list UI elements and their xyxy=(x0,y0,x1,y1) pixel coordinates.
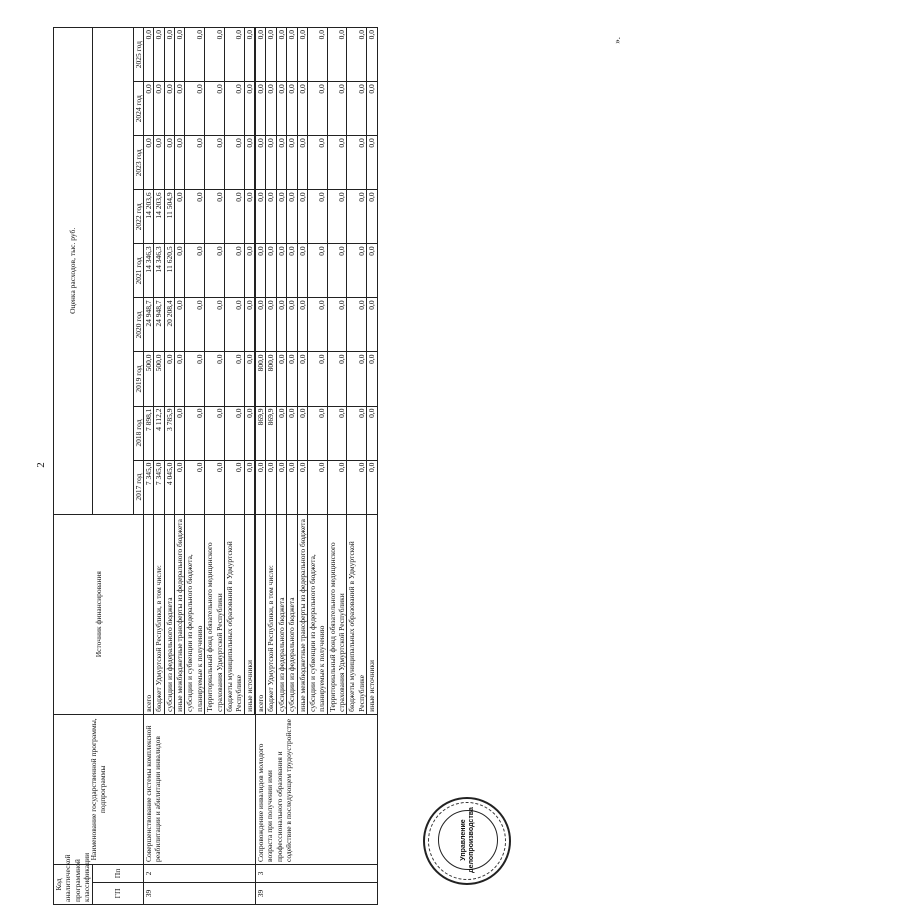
value-cell: 0,0 xyxy=(327,136,347,190)
value-cell: 0,0 xyxy=(297,28,307,82)
table-row xyxy=(143,28,153,905)
value-cell: 0,0 xyxy=(347,352,367,406)
pp-cell: 2 xyxy=(143,864,255,882)
rotated-page xyxy=(35,25,630,905)
value-cell: 0,0 xyxy=(297,460,307,514)
value-cell: 0,0 xyxy=(367,190,377,244)
value-cell: 0,0 xyxy=(205,352,225,406)
name-header: Наименование государственной программы, подпрограммы xyxy=(54,714,144,864)
header-row-top xyxy=(54,28,93,905)
pp-cell: 3 xyxy=(256,864,378,882)
value-cell: 0,0 xyxy=(276,244,286,298)
value-cell: 0,0 xyxy=(327,352,347,406)
value-cell: 0,0 xyxy=(266,82,276,136)
value-cell: 0,0 xyxy=(276,136,286,190)
source-cell: Территориальный фонд обязательного медицинского страхования Удмуртской Республики xyxy=(327,514,347,714)
value-cell: 0,0 xyxy=(244,28,254,82)
estimate-header: Оценка расходов, тыс. руб. xyxy=(54,28,93,515)
value-cell: 0,0 xyxy=(244,244,254,298)
value-cell: 800,0 xyxy=(256,352,266,406)
value-cell: 0,0 xyxy=(297,190,307,244)
value-cell: 0,0 xyxy=(164,82,174,136)
value-cell: 0,0 xyxy=(367,136,377,190)
source-cell: субсидии из федерального бюджета xyxy=(287,514,297,714)
value-cell: 0,0 xyxy=(205,28,225,82)
value-cell: 11 620,5 xyxy=(164,244,174,298)
value-cell: 0,0 xyxy=(297,352,307,406)
source-cell: субсидии из федерального бюджета xyxy=(164,514,174,714)
value-cell: 0,0 xyxy=(185,136,205,190)
gp-header: ГП xyxy=(92,882,143,904)
value-cell: 0,0 xyxy=(224,28,244,82)
value-cell: 14 346,3 xyxy=(143,244,153,298)
value-cell: 0,0 xyxy=(164,28,174,82)
value-cell: 0,0 xyxy=(367,406,377,460)
value-cell: 0,0 xyxy=(224,460,244,514)
value-cell: 0,0 xyxy=(175,190,185,244)
value-cell: 0,0 xyxy=(347,82,367,136)
value-cell: 0,0 xyxy=(256,82,266,136)
value-cell: 0,0 xyxy=(185,244,205,298)
value-cell: 0,0 xyxy=(297,406,307,460)
value-cell: 0,0 xyxy=(256,460,266,514)
value-cell: 0,0 xyxy=(307,190,327,244)
value-cell: 0,0 xyxy=(297,82,307,136)
source-cell: иные межбюджетные трансферты из федерального бюджета xyxy=(175,514,185,714)
value-cell: 0,0 xyxy=(224,298,244,352)
value-cell: 0,0 xyxy=(327,406,347,460)
value-cell: 0,0 xyxy=(327,190,347,244)
value-cell: 0,0 xyxy=(164,136,174,190)
value-cell: 0,0 xyxy=(327,244,347,298)
source-header: Источник финансирования xyxy=(54,514,144,714)
value-cell: 0,0 xyxy=(347,460,367,514)
value-cell: 0,0 xyxy=(224,82,244,136)
value-cell: 0,0 xyxy=(307,352,327,406)
value-cell: 0,0 xyxy=(244,190,254,244)
seal-line-2: делопроизводства xyxy=(468,807,475,873)
value-cell: 0,0 xyxy=(307,298,327,352)
value-cell: 0,0 xyxy=(367,460,377,514)
pp-header: Пп xyxy=(92,864,143,882)
value-cell: 0,0 xyxy=(297,298,307,352)
value-cell: 0,0 xyxy=(185,460,205,514)
value-cell: 0,0 xyxy=(256,244,266,298)
value-cell: 0,0 xyxy=(287,352,297,406)
year-header: 2017 год xyxy=(133,460,143,514)
value-cell: 0,0 xyxy=(185,298,205,352)
seal-center xyxy=(438,807,498,873)
value-cell: 0,0 xyxy=(266,298,276,352)
value-cell: 0,0 xyxy=(244,460,254,514)
value-cell: 0,0 xyxy=(205,244,225,298)
value-cell: 0,0 xyxy=(256,298,266,352)
gp-cell: 39 xyxy=(256,882,378,904)
value-cell: 0,0 xyxy=(205,406,225,460)
value-cell: 0,0 xyxy=(307,136,327,190)
value-cell: 24 948,7 xyxy=(154,298,164,352)
value-cell: 0,0 xyxy=(185,82,205,136)
value-cell: 0,0 xyxy=(276,352,286,406)
value-cell: 0,0 xyxy=(154,82,164,136)
value-cell: 0,0 xyxy=(244,136,254,190)
value-cell: 0,0 xyxy=(307,28,327,82)
value-cell: 0,0 xyxy=(347,28,367,82)
source-cell: субсидии и субвенции из федерального бюджета, планируемые к получению xyxy=(185,514,205,714)
value-cell: 0,0 xyxy=(224,190,244,244)
value-cell: 11 504,9 xyxy=(164,190,174,244)
value-cell: 0,0 xyxy=(175,406,185,460)
value-cell: 7 345,0 xyxy=(154,460,164,514)
value-cell: 0,0 xyxy=(276,190,286,244)
value-cell: 0,0 xyxy=(266,190,276,244)
source-cell: иные межбюджетные трансферты из федерального бюджета xyxy=(297,514,307,714)
source-cell: иные источники xyxy=(244,514,254,714)
source-cell: субсидии из федерального бюджета xyxy=(276,514,286,714)
value-cell: 0,0 xyxy=(244,406,254,460)
value-cell: 0,0 xyxy=(224,406,244,460)
value-cell: 0,0 xyxy=(367,298,377,352)
source-cell: бюджет Удмуртской Республики, в том числе: xyxy=(266,514,276,714)
value-cell: 869,9 xyxy=(266,406,276,460)
value-cell: 0,0 xyxy=(276,406,286,460)
value-cell: 0,0 xyxy=(287,460,297,514)
gp-cell: 39 xyxy=(143,882,255,904)
source-cell: субсидии и субвенции из федерального бюджета, планируемые к получению xyxy=(307,514,327,714)
value-cell: 0,0 xyxy=(185,406,205,460)
value-cell: 0,0 xyxy=(205,460,225,514)
value-cell: 24 948,7 xyxy=(143,298,153,352)
value-cell: 0,0 xyxy=(307,244,327,298)
program-name-cell: Сопровождение инвалидов молодого возраста при получении ими профессионального образования и содействие в последующем трудоустройстве xyxy=(256,714,378,864)
value-cell: 7 898,1 xyxy=(143,406,153,460)
official-seal xyxy=(423,797,511,885)
year-header: 2025 год xyxy=(133,28,143,82)
value-cell: 0,0 xyxy=(327,298,347,352)
value-cell: 0,0 xyxy=(266,136,276,190)
year-header: 2018 год xyxy=(133,406,143,460)
value-cell: 0,0 xyxy=(367,82,377,136)
table-body xyxy=(143,28,377,905)
value-cell: 0,0 xyxy=(347,136,367,190)
value-cell: 0,0 xyxy=(287,190,297,244)
value-cell: 4 045,0 xyxy=(164,460,174,514)
value-cell: 0,0 xyxy=(164,352,174,406)
value-cell: 0,0 xyxy=(327,82,347,136)
value-cell: 0,0 xyxy=(154,28,164,82)
program-name-cell: Совершенствование системы комплексной реабилитации и абилитации инвалидов xyxy=(143,714,255,864)
document-sheet xyxy=(35,25,915,902)
value-cell: 0,0 xyxy=(276,298,286,352)
year-header: 2020 год xyxy=(133,298,143,352)
closing-mark: ». xyxy=(612,37,622,44)
value-cell: 0,0 xyxy=(143,136,153,190)
value-cell: 4 112,2 xyxy=(154,406,164,460)
value-cell: 0,0 xyxy=(143,82,153,136)
value-cell: 0,0 xyxy=(367,244,377,298)
value-cell: 0,0 xyxy=(266,460,276,514)
year-header: 2022 год xyxy=(133,190,143,244)
value-cell: 20 208,4 xyxy=(164,298,174,352)
value-cell: 0,0 xyxy=(256,28,266,82)
value-cell: 0,0 xyxy=(224,136,244,190)
value-cell: 0,0 xyxy=(175,136,185,190)
value-cell: 0,0 xyxy=(307,460,327,514)
value-cell: 869,9 xyxy=(256,406,266,460)
value-cell: 0,0 xyxy=(347,190,367,244)
value-cell: 0,0 xyxy=(205,136,225,190)
value-cell: 0,0 xyxy=(244,82,254,136)
value-cell: 800,0 xyxy=(266,352,276,406)
value-cell: 0,0 xyxy=(297,136,307,190)
value-cell: 0,0 xyxy=(276,28,286,82)
source-cell: бюджеты муниципальных образований в Удмуртской Республике xyxy=(347,514,367,714)
value-cell: 0,0 xyxy=(175,28,185,82)
value-cell: 14 203,6 xyxy=(143,190,153,244)
value-cell: 0,0 xyxy=(185,352,205,406)
value-cell: 0,0 xyxy=(256,190,266,244)
value-cell: 0,0 xyxy=(307,406,327,460)
value-cell: 0,0 xyxy=(175,352,185,406)
value-cell: 0,0 xyxy=(244,352,254,406)
source-cell: бюджет Удмуртской Республики, в том числе: xyxy=(154,514,164,714)
value-cell: 0,0 xyxy=(287,28,297,82)
value-cell: 0,0 xyxy=(224,244,244,298)
value-cell: 0,0 xyxy=(287,406,297,460)
value-cell: 0,0 xyxy=(185,190,205,244)
value-cell: 3 785,9 xyxy=(164,406,174,460)
page-number: 2 xyxy=(35,462,47,468)
value-cell: 0,0 xyxy=(367,352,377,406)
value-cell: 0,0 xyxy=(185,28,205,82)
value-cell: 0,0 xyxy=(287,82,297,136)
year-header: 2019 год xyxy=(133,352,143,406)
year-header: 2024 год xyxy=(133,82,143,136)
source-cell: всего xyxy=(256,514,266,714)
value-cell: 14 203,6 xyxy=(154,190,164,244)
value-cell: 0,0 xyxy=(327,28,347,82)
value-cell: 0,0 xyxy=(287,244,297,298)
value-cell: 0,0 xyxy=(175,244,185,298)
source-cell: Территориальный фонд обязательного медицинского страхования Удмуртской Республики xyxy=(205,514,225,714)
value-cell: 0,0 xyxy=(205,298,225,352)
value-cell: 0,0 xyxy=(287,298,297,352)
value-cell: 0,0 xyxy=(244,298,254,352)
year-header: 2021 год xyxy=(133,244,143,298)
value-cell: 500,0 xyxy=(154,352,164,406)
value-cell: 0,0 xyxy=(224,352,244,406)
value-cell: 0,0 xyxy=(327,460,347,514)
value-cell: 0,0 xyxy=(307,82,327,136)
value-cell: 0,0 xyxy=(175,298,185,352)
seal-line-1: Управление xyxy=(459,819,467,861)
value-cell: 0,0 xyxy=(347,298,367,352)
value-cell: 0,0 xyxy=(367,28,377,82)
value-cell: 0,0 xyxy=(205,82,225,136)
value-cell: 0,0 xyxy=(266,244,276,298)
value-cell: 0,0 xyxy=(276,82,286,136)
code-group-header: Код аналитической программной классификации xyxy=(54,864,93,904)
year-header: 2023 год xyxy=(133,136,143,190)
value-cell: 0,0 xyxy=(287,136,297,190)
value-cell: 0,0 xyxy=(175,460,185,514)
financing-table xyxy=(53,27,378,905)
value-cell: 0,0 xyxy=(154,136,164,190)
table-row xyxy=(256,28,266,905)
value-cell: 500,0 xyxy=(143,352,153,406)
source-cell: всего xyxy=(143,514,153,714)
value-cell: 7 345,0 xyxy=(143,460,153,514)
value-cell: 14 346,3 xyxy=(154,244,164,298)
value-cell: 0,0 xyxy=(205,190,225,244)
source-cell: иные источники xyxy=(367,514,377,714)
value-cell: 0,0 xyxy=(276,460,286,514)
source-cell: бюджеты муниципальных образований в Удмуртской Республике xyxy=(224,514,244,714)
value-cell: 0,0 xyxy=(347,244,367,298)
value-cell: 0,0 xyxy=(143,28,153,82)
value-cell: 0,0 xyxy=(266,28,276,82)
value-cell: 0,0 xyxy=(175,82,185,136)
value-cell: 0,0 xyxy=(347,406,367,460)
value-cell: 0,0 xyxy=(256,136,266,190)
value-cell: 0,0 xyxy=(297,244,307,298)
estimate-spacer xyxy=(92,28,133,515)
